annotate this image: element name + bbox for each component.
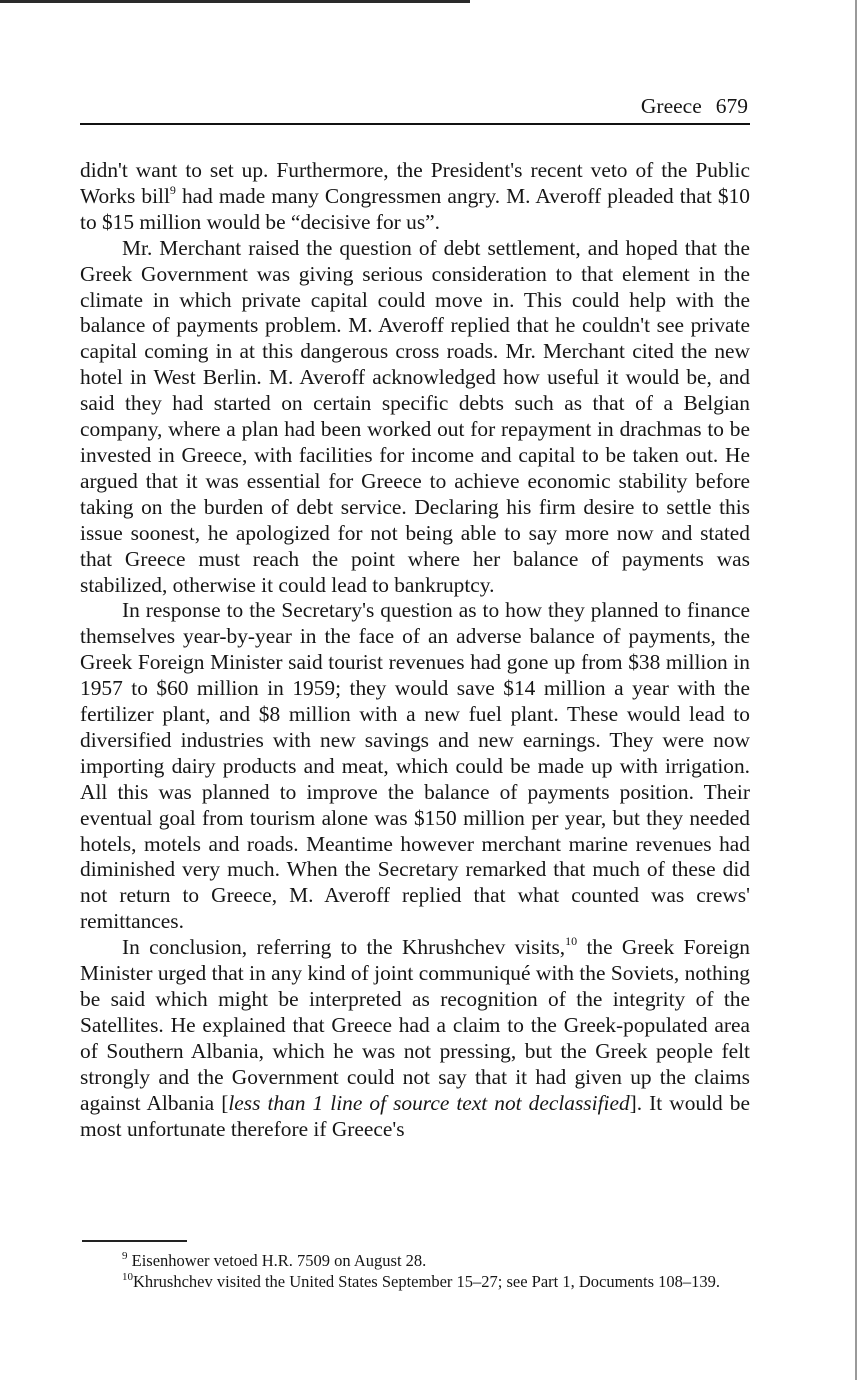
footnote-9 xyxy=(80,1250,755,1271)
scan-edge-top xyxy=(0,0,470,3)
paragraph-1 xyxy=(80,158,750,236)
header-rule xyxy=(80,123,750,125)
running-head-title: Greece xyxy=(640,94,702,118)
paragraph-1-text-b: had made many Congressmen angry. M. Averoff pleaded that $10 to $15 million would be “decisive for us”. xyxy=(80,183,750,234)
footnote-10-marker: 10 xyxy=(122,1271,133,1283)
footnote-10-text: Khrushchev visited the United States September 15–27; see Part 1, Documents 108–139. xyxy=(133,1272,721,1291)
paragraph-1-text-a: didn't want to set up. Furthermore, the President's recent veto of the Public Works bill xyxy=(80,158,750,208)
paragraph-4-text-c: ]. It would be most unfortunate therefore if Greece's xyxy=(80,1090,750,1141)
paragraph-4-text-b: the Greek Foreign Minister urged that in any kind of joint communiqué with the Soviets, nothing be said which might be interpreted as recognition of the integrity of the Satellites. He explained that Greece had a claim to the Greek-populated area of Southern Albania, which he was not pressing, but the Greek people felt strongly and the Government could not say that it had given up the claims against Albania [ xyxy=(80,935,750,1115)
footnote-rule xyxy=(82,1240,187,1242)
page-number: 679 xyxy=(715,94,748,118)
footnote-ref-10: 10 xyxy=(565,934,578,949)
running-head xyxy=(80,92,748,120)
paragraph-2: Mr. Merchant raised the question of debt settlement, and hoped that the Greek Government was giving serious consideration to that element in the climate in which private capital could move in. This could help with the balance of payments problem. M. Averoff replied that he couldn't see private capital coming in at this dangerous cross roads. Mr. Merchant cited the new hotel in West Berlin. M. Averoff acknowledged how useful it would be, and said they had started on certain specific debts such as that of a Belgian company, where a plan had been worked out for repayment in drachmas to be invested in Greece, with facilities for income and capital to be taken out. He argued that it was essential for Greece to achieve economic stability before taking on the burden of debt service. Declaring his firm desire to settle this issue soonest, he apologized for not being able to say more now and stated that Greece must reach the point where her balance of payments was stabilized, otherwise it could lead to bankruptcy. xyxy=(80,235,750,597)
paragraph-4-text-a: In conclusion, referring to the Khrushchev visits, xyxy=(122,935,566,960)
scan-edge-right xyxy=(855,0,857,1380)
footnote-9-marker: 9 xyxy=(122,1250,128,1262)
paragraph-4 xyxy=(80,935,750,1142)
footnote-9-text: Eisenhower vetoed H.R. 7509 on August 28. xyxy=(127,1251,427,1270)
body-text xyxy=(80,158,750,1142)
paragraph-3: In response to the Secretary's question as to how they planned to finance themselves year-by-year in the face of an adverse balance of payments, the Greek Foreign Minister said tourist revenues had gone up from $38 million in 1957 to $60 million in 1959; they would save $14 million a year with the fertilizer plant, and $8 million with a new fuel plant. These would lead to diversified industries with new savings and new earnings. They were now importing dairy products and meat, which could be made up with irrigation. All this was planned to improve the balance of payments position. Their eventual goal from tourism alone was $150 million per year, but they needed hotels, motels and roads. Meantime however merchant marine revenues had diminished very much. When the Secretary remarked that much of these did not return to Greece, M. Averoff replied that what counted was crews' remittances. xyxy=(80,598,750,934)
footnotes xyxy=(80,1250,755,1292)
footnote-10 xyxy=(80,1271,755,1292)
footnote-ref-9: 9 xyxy=(169,182,176,197)
redaction-note: less than 1 line of source text not declassified xyxy=(228,1090,630,1115)
